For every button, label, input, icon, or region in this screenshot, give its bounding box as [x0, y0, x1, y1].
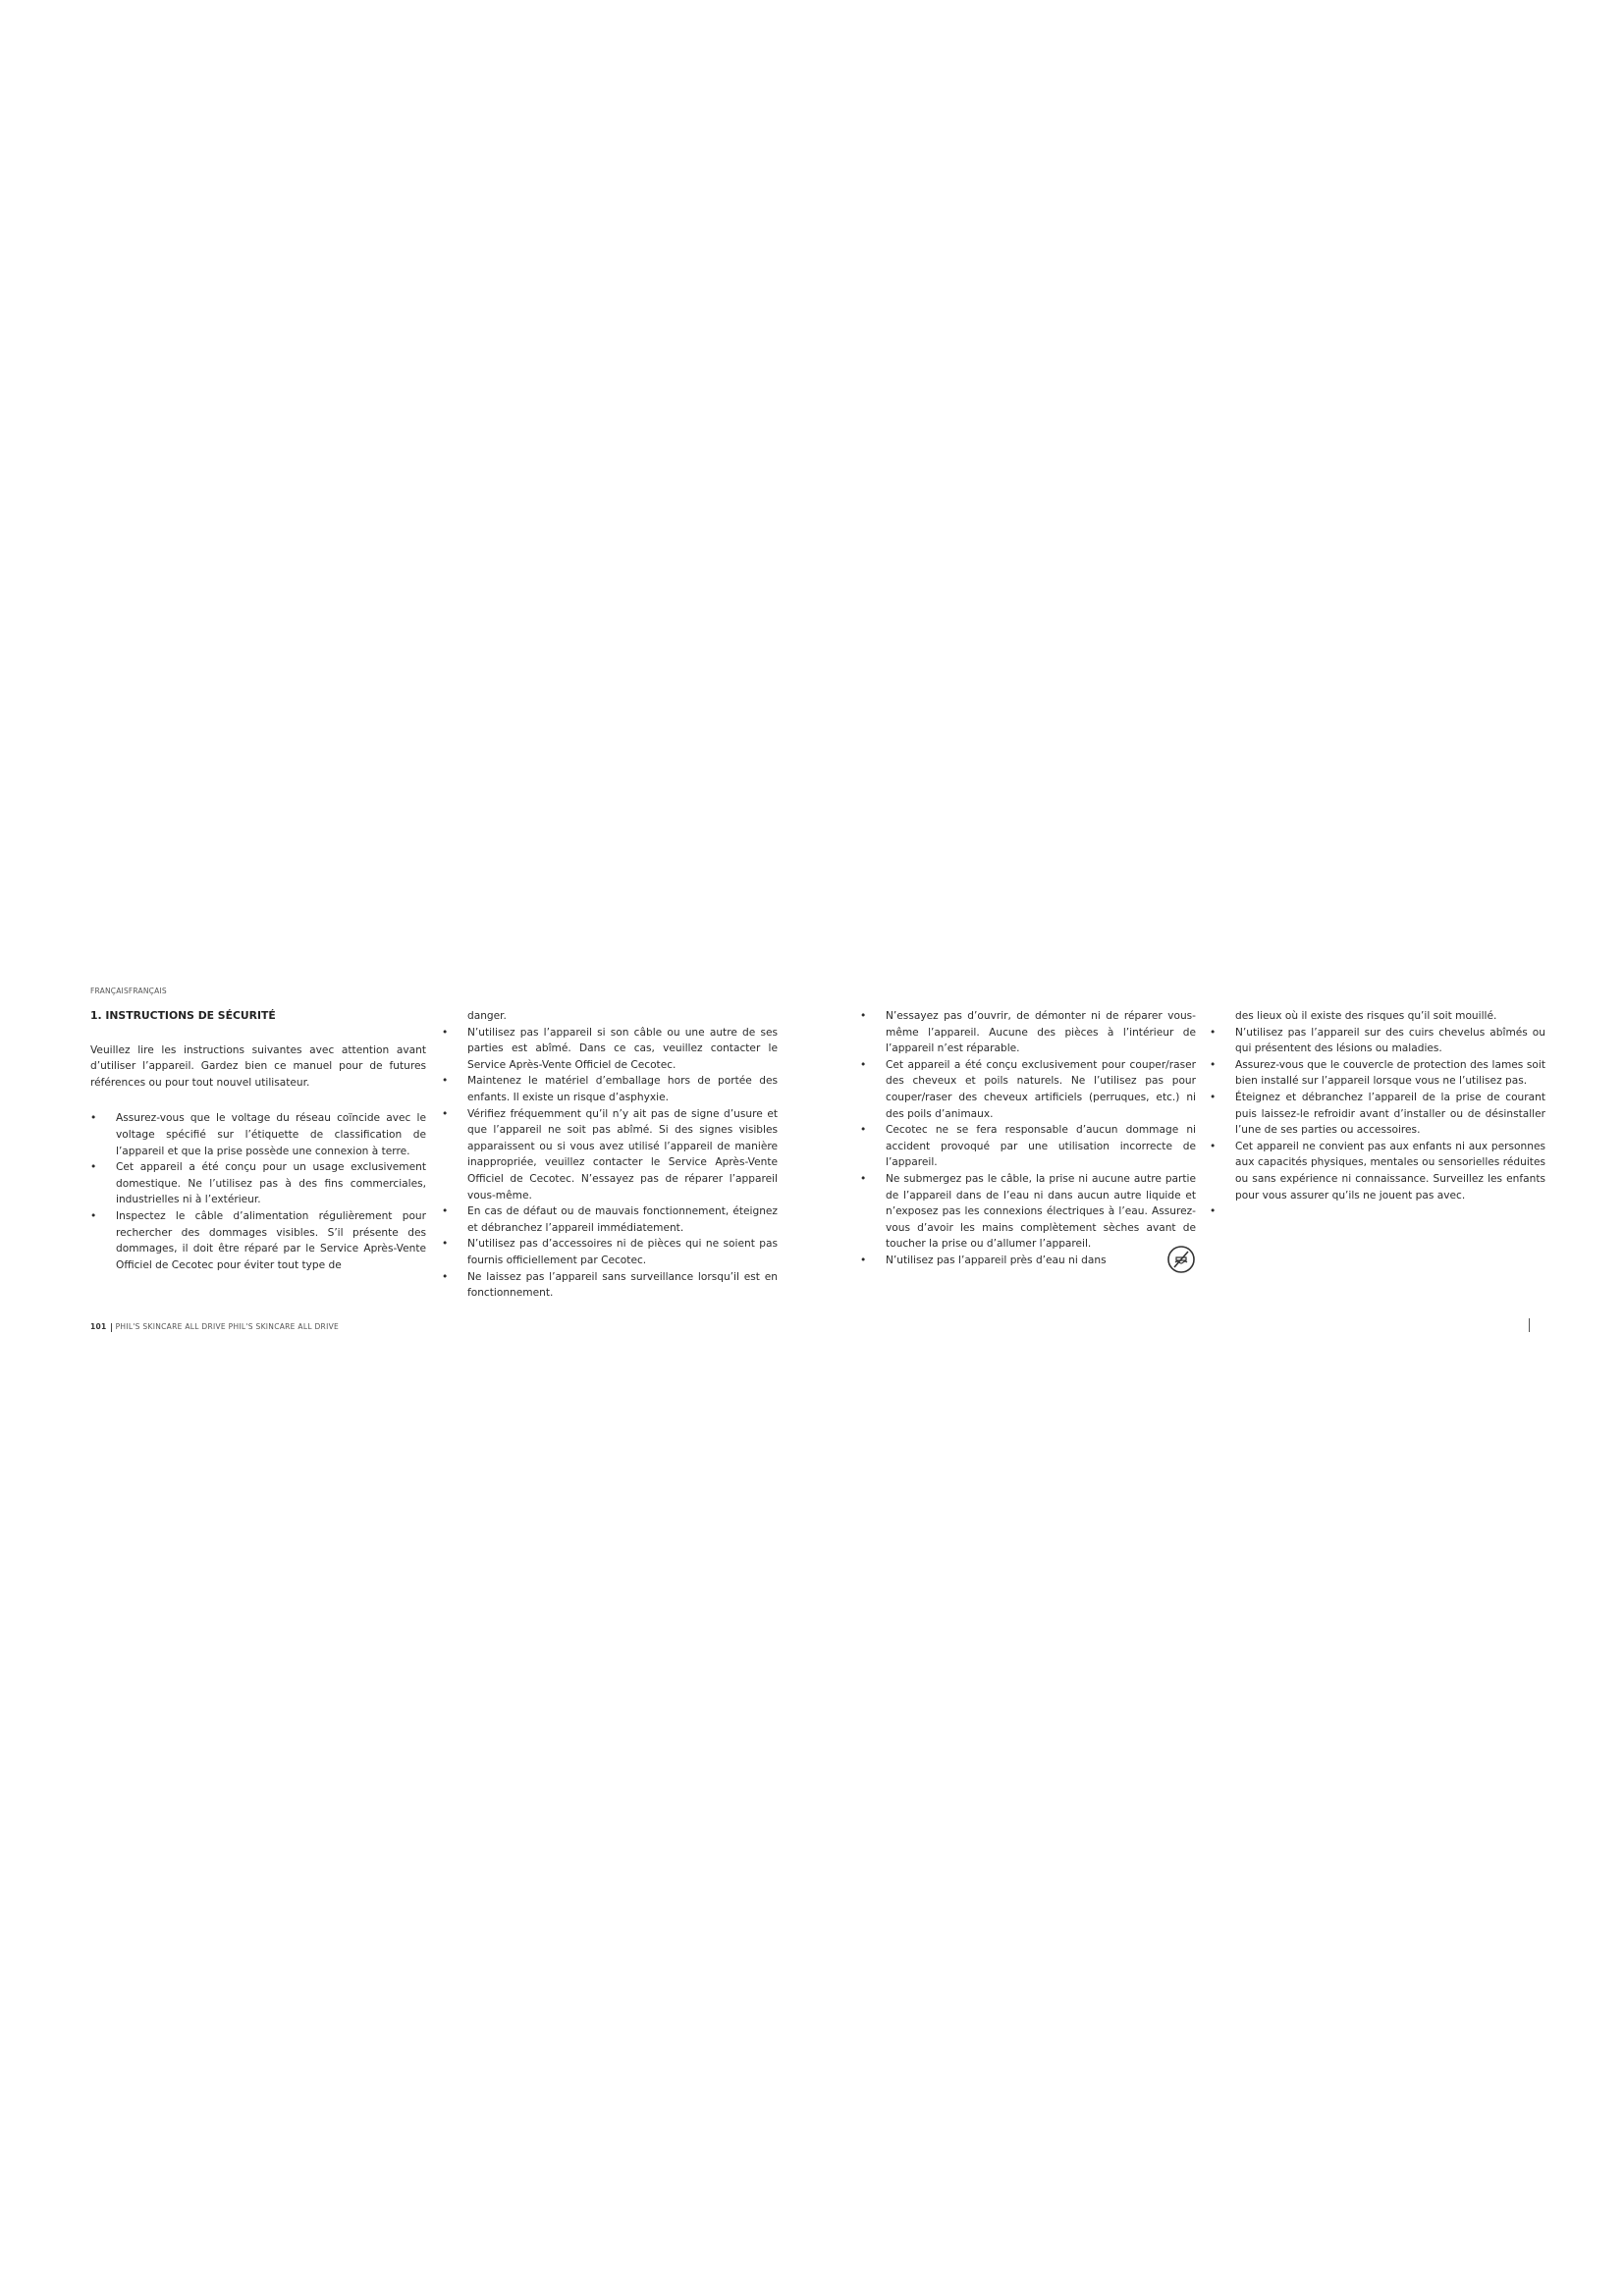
list-item: • Cecotec ne se fera responsable d’aucun dommage ni accident provoqué par une utilisation incorrecte de l’appareil. [860, 1122, 1196, 1171]
list-item: • Cet appareil a été conçu exclusivement pour couper/raser des cheveux et poils naturels. Ne l’utilisez pas pour couper/raser des cheveux artificiels (perruques, etc.) ni des poils d’animaux. [860, 1057, 1196, 1122]
intro-paragraph: Veuillez lire les instructions suivantes avec attention avant d’utiliser l’appareil. Gardez bien ce manuel pour de futures références ou pour tout nouvel utilisateur. [90, 1043, 426, 1089]
list-item-text: N’utilisez pas l’appareil près d’eau ni dans [886, 1254, 1107, 1266]
section-title: 1. INSTRUCTIONS DE SÉCURITÉ [90, 1009, 276, 1022]
list-item: • Ne submergez pas le câble, la prise ni aucune autre partie de l’appareil dans de l’eau ni dans aucun autre liquide et n’exposez pas les connexions électriques à l’eau. Assurez-vous d’avoir les mains complètement sèches avant de toucher la prise ou d’allumer l’appareil. [860, 1171, 1196, 1253]
list-item: • N’utilisez pas l’appareil sur des cuirs chevelus abîmés ou qui présentent des lésions ou maladies. [1210, 1025, 1545, 1057]
list-item: • Cet appareil a été conçu pour un usage exclusivement domestique. Ne l’utilisez pas à des fins commerciales, industrielles ni à l’extérieur. [90, 1159, 426, 1208]
product-name: PHIL'S SKINCARE ALL DRIVE PHIL'S SKINCARE ALL DRIVE [115, 1322, 340, 1331]
list-item: • Ne laissez pas l’appareil sans surveillance lorsqu’il est en fonctionnement. [442, 1269, 778, 1302]
list-item: • Assurez-vous que le couvercle de protection des lames soit bien installé sur l’appareil lorsque vous ne l’utilisez pas. [1210, 1057, 1545, 1090]
continuation-text: danger. [467, 1010, 507, 1022]
list-item: • N’utilisez pas l’appareil si son câble ou une autre de ses parties est abîmé. Dans ce cas, veuillez contacter le Service Après-Vente Officiel de Cecotec. [442, 1025, 778, 1074]
list-item: • En cas de défaut ou de mauvais fonctionnement, éteignez et débranchez l’appareil immédiatement. [442, 1203, 778, 1236]
list-item: • Inspectez le câble d’alimentation régulièrement pour rechercher des dommages visibles. S’il présente des dommages, il doit être réparé par le Service Après-Vente Officiel de Cecotec pour éviter tout type de [90, 1208, 426, 1273]
list-item: • N’essayez pas d’ouvrir, de démonter ni de réparer vous-même l’appareil. Aucune des pièces à l’intérieur de l’appareil n’est réparable. [860, 1008, 1196, 1057]
list-item: • Assurez-vous que le voltage du réseau coïncide avec le voltage spécifié sur l’étiquette de classification de l’appareil et que la prise possède une connexion à terre. [90, 1110, 426, 1159]
list-item-water [860, 1253, 1196, 1269]
column-3 [860, 1008, 1196, 1274]
list-item: • Éteignez et débranchez l’appareil de la prise de courant puis laissez-le refroidir avant d’installer ou de désinstaller l’une de ses parties ou accessoires. [1210, 1090, 1545, 1139]
continuation-text: des lieux où il existe des risques qu’il soit mouillé. [1235, 1010, 1497, 1022]
column-4 [1210, 1008, 1545, 1203]
page-footer [90, 1322, 339, 1332]
page-edge-marker [1529, 1318, 1530, 1332]
no-water-icon [1166, 1245, 1196, 1274]
safety-list-2 [442, 1025, 778, 1302]
list-item: • Cet appareil ne convient pas aux enfants ni aux personnes aux capacités physiques, mentales ou sensorielles réduites ou sans expérience ni connaissance. Surveillez les enfants pour vous assurer qu’ils ne jouent pas avec. [1210, 1139, 1545, 1203]
list-item: • Vérifiez fréquemment qu’il n’y ait pas de signe d’usure et que l’appareil ne soit pas abîmé. Si des signes visibles apparaissent ou si vous avez utilisé l’appareil de manière inappropriée, veuillez contacter le Service Après-Vente Officiel de Cecotec. N’essayez pas de réparer l’appareil vous-même. [442, 1106, 778, 1204]
safety-list-3 [860, 1008, 1196, 1269]
list-item: • N’utilisez pas d’accessoires ni de pièces qui ne soient pas fournis officiellement par Cecotec. [442, 1236, 778, 1268]
safety-list-1 [90, 1110, 426, 1273]
footer-divider [111, 1323, 112, 1332]
language-header: FRANÇAISFRANÇAIS [90, 987, 167, 995]
column-1 [90, 1008, 426, 1273]
safety-list-4 [1210, 1025, 1545, 1204]
list-item: • Maintenez le matériel d’emballage hors de portée des enfants. Il existe un risque d’asphyxie. [442, 1073, 778, 1105]
page-number: 101 [90, 1322, 107, 1331]
column-2 [442, 1008, 778, 1302]
